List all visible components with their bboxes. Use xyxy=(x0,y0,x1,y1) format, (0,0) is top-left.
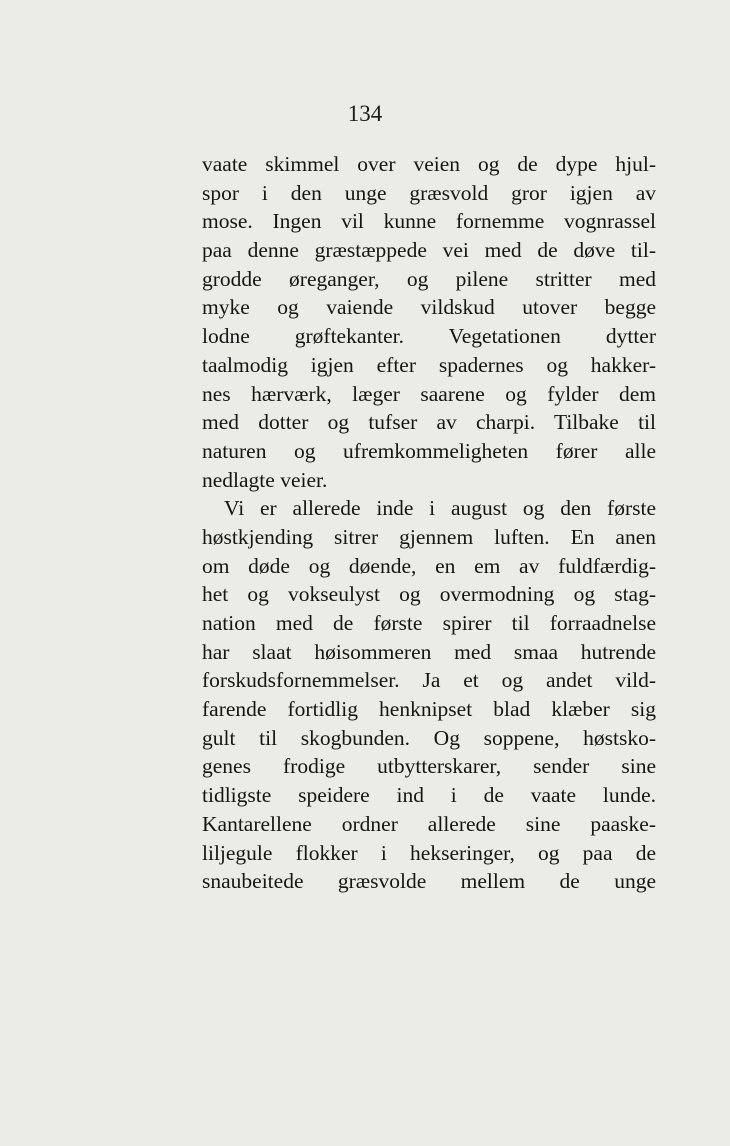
text-line: har slaat høisommeren med smaa hutrende xyxy=(202,639,656,664)
text-line: genes frodige utbytterskarer, sender sine xyxy=(202,754,656,779)
text-line: myke og vaiende vildskud utover begge xyxy=(202,295,656,320)
text-line: naturen og ufremkommeligheten fører alle xyxy=(202,438,656,463)
body-text xyxy=(202,150,656,896)
text-line: lodne grøftekanter. Vegetationen dytter xyxy=(202,324,656,349)
text-line: snaubeitede græsvolde mellem de unge xyxy=(202,869,656,894)
text-line: tidligste speidere ind i de vaate lunde. xyxy=(202,783,656,808)
text-line: vaate skimmel over veien og de dype hjul- xyxy=(202,152,656,176)
text-line: Kantarellene ordner allerede sine paaske- xyxy=(202,811,656,836)
text-line: spor i den unge græsvold gror igjen av xyxy=(202,180,656,205)
text-line: nation med de første spirer til forraadnelse xyxy=(202,611,656,635)
text-line: nedlagte veier. xyxy=(202,467,328,492)
text-line: paa denne græstæppede vei med de døve til- xyxy=(202,238,656,263)
text-line: farende fortidlig henknipset blad klæber sig xyxy=(202,697,656,722)
text-line: forskudsfornemmelser. Ja et og andet vild- xyxy=(202,668,656,693)
text-line: grodde øreganger, og pilene stritter med xyxy=(202,266,656,291)
text-line: taalmodig igjen efter spadernes og hakker- xyxy=(202,352,656,377)
text-line: gult til skogbunden. Og soppene, høstsko- xyxy=(202,725,656,750)
text-line: het og vokseulyst og overmodning og stag- xyxy=(202,582,656,607)
text-line: mose. Ingen vil kunne fornemme vognrassel xyxy=(202,209,656,234)
text-line: høstkjending sitrer gjennem luften. En anen xyxy=(202,524,656,549)
text-line: Vi er allerede inde i august og den første xyxy=(224,496,656,521)
text-line: liljegule flokker i hekseringer, og paa de xyxy=(202,840,656,865)
text-line: med dotter og tufser av charpi. Tilbake til xyxy=(202,410,656,435)
page-number: 134 xyxy=(347,101,383,126)
text-line: nes hærværk, læger saarene og fylder dem xyxy=(202,381,656,406)
text-line: om døde og døende, en em av fuldfærdig- xyxy=(202,553,656,578)
